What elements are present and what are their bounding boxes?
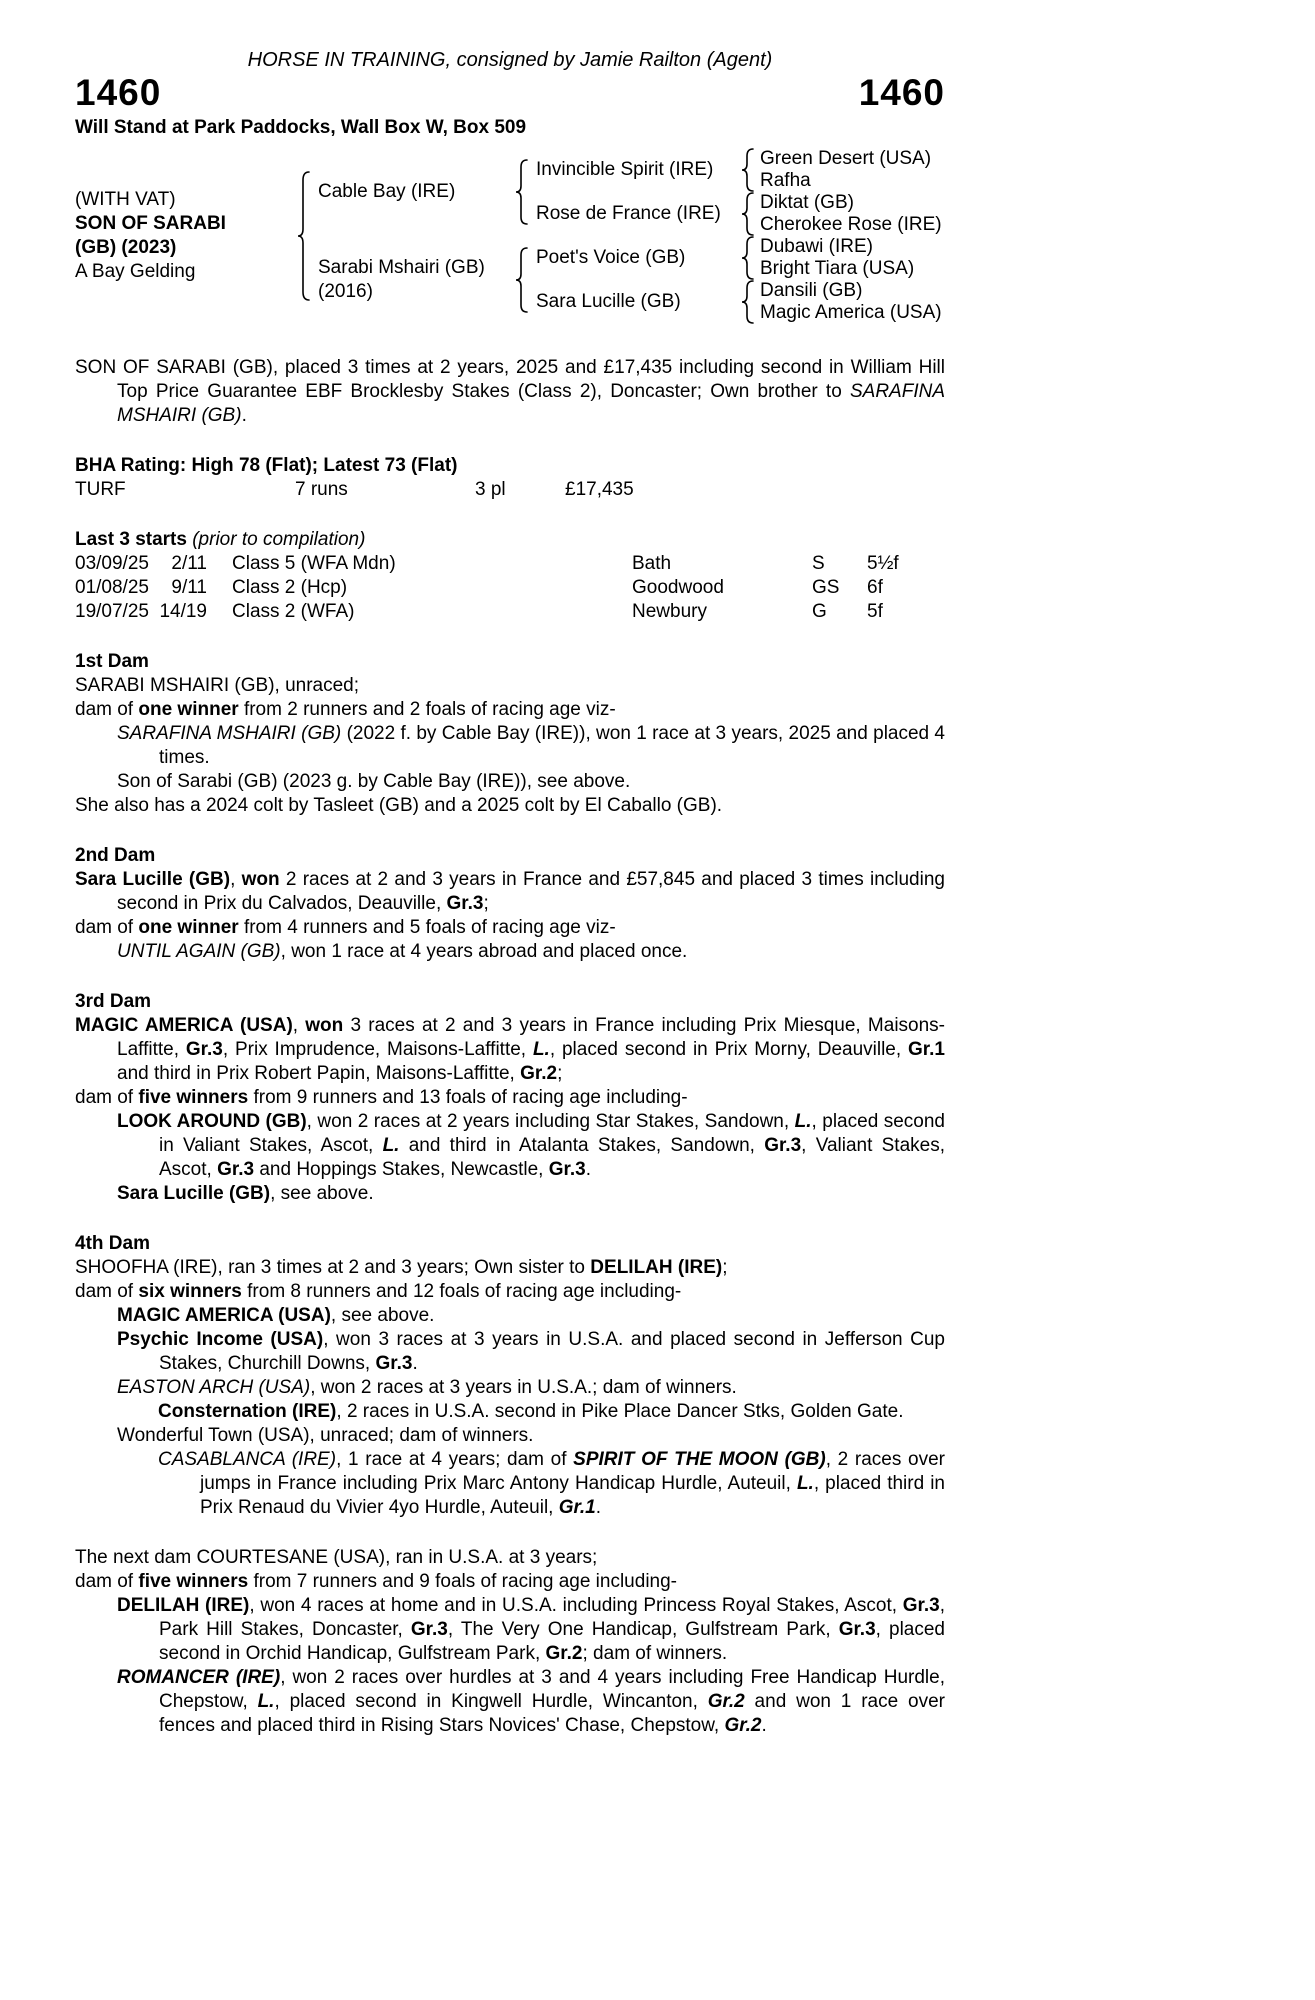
pedigree-brace-icon bbox=[736, 280, 760, 324]
section-heading: 3rd Dam bbox=[75, 991, 152, 1012]
grandparent-name: Diktat (GB) bbox=[760, 192, 854, 213]
last3-table bbox=[75, 552, 945, 624]
race-class: Class 2 (WFA) bbox=[232, 601, 355, 622]
vat-note: (WITH VAT) bbox=[75, 189, 176, 210]
pedigree-paragraph bbox=[75, 1014, 945, 1086]
text-run: . bbox=[412, 1353, 418, 1374]
text-run: Gr.3 bbox=[217, 1159, 255, 1180]
pedigree-paragraph bbox=[117, 1424, 945, 1448]
pedigree-brace-icon bbox=[736, 192, 760, 236]
text-run: Sara Lucille (GB) bbox=[75, 869, 231, 890]
pedigree-paragraph bbox=[117, 1376, 945, 1400]
text-run: Sara Lucille (GB) bbox=[117, 1183, 271, 1204]
text-run: ; bbox=[557, 1063, 563, 1084]
pedigree-paragraph bbox=[117, 1594, 945, 1666]
consignor-note: HORSE IN TRAINING, consigned by Jamie Railton (Agent) bbox=[247, 49, 773, 71]
horse-info bbox=[75, 148, 290, 324]
text-run: Gr.2 bbox=[520, 1063, 558, 1084]
pedigree-paragraph bbox=[75, 674, 945, 698]
text-run: , Valiant Stakes, Ascot, bbox=[159, 1135, 945, 1180]
grandparent-name: Dubawi (IRE) bbox=[760, 236, 873, 257]
text-run: Gr.1 bbox=[908, 1039, 945, 1060]
horse-name: SON OF SARABI bbox=[75, 213, 226, 234]
text-run: and won 1 race over fences and placed third in Rising Stars Novices' Chase, Chepstow, bbox=[159, 1691, 945, 1736]
race-going: G bbox=[812, 601, 827, 622]
text-run: SON OF SARABI (GB), placed 3 times at 2 years, 2025 and £17,435 including second in William Hill Top Price Guarantee EBF Brocklesby Stakes (Class 2), Doncaster; Own brother to bbox=[75, 357, 945, 402]
race-position: 9/11 bbox=[171, 577, 207, 598]
pedigree-paragraph bbox=[117, 940, 945, 964]
text-run: dam of bbox=[75, 917, 139, 938]
text-run: , won 1 race at 4 years abroad and placed once. bbox=[280, 941, 688, 962]
pedigree-paragraph bbox=[117, 1328, 945, 1376]
text-run: L. bbox=[796, 1473, 814, 1494]
text-run: SHOOFHA (IRE), ran 3 times at 2 and 3 years; Own sister to bbox=[75, 1257, 591, 1278]
text-run: dam of bbox=[75, 1281, 139, 1302]
section-heading: 1st Dam bbox=[75, 651, 149, 672]
text-run: L. bbox=[532, 1039, 550, 1060]
text-run: , bbox=[292, 1015, 306, 1036]
pedigree-paragraph bbox=[117, 722, 945, 770]
text-run: from 8 runners and 12 foals of racing age including- bbox=[241, 1281, 682, 1302]
text-run: Gr.2 bbox=[707, 1691, 745, 1712]
pedigree-brace-icon bbox=[290, 148, 318, 324]
horse-suffix: (GB) (2023) bbox=[75, 237, 177, 258]
text-run: Gr.3 bbox=[375, 1353, 413, 1374]
text-run: from 7 runners and 9 foals of racing age including- bbox=[248, 1571, 678, 1592]
text-run: Gr.1 bbox=[558, 1497, 596, 1518]
text-run: and Hoppings Stakes, Newcastle, bbox=[254, 1159, 549, 1180]
pedigree-paragraph bbox=[75, 916, 945, 940]
last3-block bbox=[75, 528, 945, 624]
pedigree-brace-icon bbox=[508, 236, 536, 324]
text-run: , Park Hill Stakes, Doncaster, bbox=[159, 1595, 946, 1640]
text-run: Gr.3 bbox=[548, 1159, 586, 1180]
section-heading: 4th Dam bbox=[75, 1233, 150, 1254]
last3-heading bbox=[75, 528, 945, 552]
stat-runs: 7 runs bbox=[295, 479, 348, 500]
pedigree-paragraph bbox=[75, 1086, 945, 1110]
stat-earnings: £17,435 bbox=[565, 479, 634, 500]
text-run: one winner bbox=[138, 917, 239, 938]
grandparent-name: Dansili (GB) bbox=[760, 280, 863, 301]
horse-description: A Bay Gelding bbox=[75, 261, 196, 282]
text-run: , won 2 races at 2 years including Star Stakes, Sandown, bbox=[306, 1111, 795, 1132]
grandparent-name: Rafha bbox=[760, 170, 811, 191]
dam-name bbox=[318, 236, 508, 324]
text-run: , won 2 races over hurdles at 3 and 4 years including Free Handicap Hurdle, Chepstow, bbox=[159, 1667, 945, 1712]
text-run: Gr.2 bbox=[545, 1643, 583, 1664]
race-summary bbox=[75, 356, 945, 428]
text-run: UNTIL AGAIN (GB) bbox=[117, 941, 281, 962]
bha-block bbox=[75, 454, 945, 502]
race-position: 2/11 bbox=[171, 553, 207, 574]
race-course: Goodwood bbox=[632, 577, 724, 598]
text-run: Wonderful Town (USA), unraced; dam of winners. bbox=[117, 1425, 534, 1446]
text-run: Consternation (IRE) bbox=[158, 1401, 337, 1422]
text-run: SARABI MSHAIRI (GB), unraced; bbox=[75, 675, 360, 696]
text-run: SPIRIT OF THE MOON (GB) bbox=[573, 1449, 826, 1470]
text-run: Son of Sarabi (GB) (2023 g. by Cable Bay (IRE)), see above. bbox=[117, 771, 631, 792]
text-run: six winners bbox=[138, 1281, 242, 1302]
text-run: , won 4 races at home and in U.S.A. including Princess Royal Stakes, Ascot, bbox=[249, 1595, 903, 1616]
text-run: EASTON ARCH (USA) bbox=[117, 1377, 311, 1398]
text-run: ; bbox=[722, 1257, 728, 1278]
grandparent-name: Green Desert (USA) bbox=[760, 148, 932, 169]
text-run: one winner bbox=[138, 699, 239, 720]
race-distance: 5½f bbox=[867, 553, 899, 574]
text-run: Gr.3 bbox=[838, 1619, 876, 1640]
dam-dam-name: Sara Lucille (GB) bbox=[536, 291, 681, 312]
race-going: GS bbox=[812, 577, 840, 598]
text-run: , placed second in Valiant Stakes, Ascot, bbox=[159, 1111, 945, 1156]
race-date: 01/08/25 bbox=[75, 577, 149, 598]
text-run: Gr.3 bbox=[902, 1595, 940, 1616]
pedigree-paragraph bbox=[117, 1110, 945, 1182]
text-run: L. bbox=[794, 1111, 812, 1132]
lot-number-left: 1460 bbox=[75, 72, 162, 113]
text-run: five winners bbox=[138, 1571, 249, 1592]
text-run: , The Very One Handicap, Gulfstream Park, bbox=[447, 1619, 839, 1640]
dam-name-text: Sarabi Mshairi (GB) bbox=[318, 257, 485, 278]
pedigree-paragraph bbox=[117, 1666, 945, 1738]
text-run: , see above. bbox=[330, 1305, 435, 1326]
text-run: ; dam of winners. bbox=[582, 1643, 728, 1664]
text-run: dam of bbox=[75, 1571, 139, 1592]
pedigree-paragraph bbox=[75, 698, 945, 722]
stat-placed: 3 pl bbox=[475, 479, 506, 500]
text-run: , bbox=[230, 869, 242, 890]
pedigree-paragraph bbox=[158, 1400, 945, 1424]
race-course: Newbury bbox=[632, 601, 707, 622]
text-run: ; bbox=[483, 893, 489, 914]
text-run: , won 2 races at 3 years in U.S.A.; dam of winners. bbox=[310, 1377, 737, 1398]
race-course: Bath bbox=[632, 553, 672, 574]
pedigree-paragraph bbox=[117, 1182, 945, 1206]
text-run: Gr.3 bbox=[446, 893, 484, 914]
text-run: , see above. bbox=[270, 1183, 374, 1204]
text-run: DELILAH (IRE) bbox=[590, 1257, 723, 1278]
dam-sections bbox=[75, 650, 945, 1738]
text-run: from 4 runners and 5 foals of racing age viz- bbox=[238, 917, 616, 938]
dam-section bbox=[75, 650, 945, 818]
text-run: 2 races at 2 and 3 years in France and £57,845 and placed 3 times including second in Prix du Calvados, Deauville, bbox=[117, 869, 945, 914]
sire-dam-name: Rose de France (IRE) bbox=[536, 203, 721, 224]
catalogue-page bbox=[75, 0, 945, 1738]
text-run: dam of bbox=[75, 699, 139, 720]
pedigree-paragraph bbox=[75, 1280, 945, 1304]
race-class: Class 5 (WFA Mdn) bbox=[232, 553, 396, 574]
text-run: MAGIC AMERICA (USA) bbox=[117, 1305, 331, 1326]
grandparent-name: Cherokee Rose (IRE) bbox=[760, 214, 942, 235]
pedigree-brace-icon bbox=[736, 236, 760, 280]
text-run: , Prix Imprudence, Maisons-Laffitte, bbox=[222, 1039, 533, 1060]
text-run: 3 races at 2 and 3 years in France including Prix Miesque, Maisons-Laffitte, bbox=[117, 1015, 945, 1060]
text-run: and third in Atalanta Stakes, Sandown, bbox=[399, 1135, 765, 1156]
pedigree-paragraph bbox=[117, 770, 945, 794]
pedigree-brace-icon bbox=[508, 148, 536, 236]
text-run: . bbox=[241, 405, 247, 426]
race-class: Class 2 (Hcp) bbox=[232, 577, 348, 598]
text-run: The next dam COURTESANE (USA), ran in U.S.A. at 3 years; bbox=[75, 1547, 598, 1568]
grandparent-name: Magic America (USA) bbox=[760, 302, 942, 323]
pedigree-paragraph bbox=[75, 868, 945, 916]
text-run: SARAFINA MSHAIRI (GB) bbox=[117, 723, 342, 744]
dam-section bbox=[75, 844, 945, 964]
sire-name: Cable Bay (IRE) bbox=[318, 181, 456, 202]
pedigree-table bbox=[75, 148, 945, 324]
text-run: L. bbox=[382, 1135, 400, 1156]
text-run: Gr.3 bbox=[764, 1135, 802, 1156]
race-going: S bbox=[812, 553, 825, 574]
dam-year: (2016) bbox=[318, 281, 373, 302]
text-run: ROMANCER (IRE) bbox=[117, 1667, 281, 1688]
text-run: . bbox=[595, 1497, 602, 1518]
text-run: , 1 race at 4 years; dam of bbox=[336, 1449, 574, 1470]
text-run: . bbox=[585, 1159, 591, 1180]
lot-number-right: 1460 bbox=[858, 72, 945, 113]
text-run: , placed third in Prix Renaud du Vivier 4yo Hurdle, Auteuil, bbox=[200, 1473, 945, 1518]
text-run: , 2 races in U.S.A. second in Pike Place Dancer Stks, Golden Gate. bbox=[336, 1401, 904, 1422]
race-distance: 5f bbox=[867, 601, 883, 622]
text-run: L. bbox=[257, 1691, 275, 1712]
dam-section bbox=[75, 1546, 945, 1738]
race-distance: 6f bbox=[867, 577, 883, 598]
last3-note: (prior to compilation) bbox=[192, 529, 366, 550]
race-date: 19/07/25 bbox=[75, 601, 149, 622]
text-run: Gr.3 bbox=[410, 1619, 448, 1640]
pedigree-paragraph bbox=[75, 794, 945, 818]
text-run: , placed second in Orchid Handicap, Gulfstream Park, bbox=[159, 1619, 945, 1664]
text-run: Gr.3 bbox=[185, 1039, 223, 1060]
dam-section bbox=[75, 1232, 945, 1520]
dam-sire-name: Poet's Voice (GB) bbox=[536, 247, 686, 268]
text-run: won bbox=[241, 869, 280, 890]
text-run: , placed second in Kingwell Hurdle, Wincanton, bbox=[274, 1691, 708, 1712]
lot-row bbox=[75, 72, 945, 114]
text-run: SARAFINA MSHAIRI (GB) bbox=[117, 381, 945, 426]
text-run: DELILAH (IRE) bbox=[117, 1595, 250, 1616]
text-run: MAGIC AMERICA (USA) bbox=[75, 1015, 293, 1036]
text-run: . bbox=[761, 1715, 767, 1736]
text-run: She also has a 2024 colt by Tasleet (GB) and a 2025 colt by El Caballo (GB). bbox=[75, 795, 723, 816]
pedigree-brace-icon bbox=[736, 148, 760, 192]
text-run: five winners bbox=[138, 1087, 249, 1108]
text-run: , won 3 races at 3 years in U.S.A. and placed second in Jefferson Cup Stakes, Churchill Downs, bbox=[159, 1329, 946, 1374]
pedigree-paragraph bbox=[75, 1546, 945, 1570]
stat-surface: TURF bbox=[75, 479, 126, 500]
text-run: from 2 runners and 2 foals of racing age viz- bbox=[238, 699, 616, 720]
sire-sire-name: Invincible Spirit (IRE) bbox=[536, 159, 714, 180]
text-run: Psychic Income (USA) bbox=[117, 1329, 324, 1350]
race-position: 14/19 bbox=[159, 601, 207, 622]
race-stats bbox=[75, 478, 945, 502]
text-run: from 9 runners and 13 foals of racing age including- bbox=[248, 1087, 688, 1108]
stand-note: Will Stand at Park Paddocks, Wall Box W, Box 509 bbox=[75, 117, 527, 138]
text-run: CASABLANCA (IRE) bbox=[158, 1449, 337, 1470]
text-run: (2022 f. by Cable Bay (IRE)), won 1 race at 3 years, 2025 and placed 4 times. bbox=[159, 723, 945, 768]
dam-section bbox=[75, 990, 945, 1206]
section-heading: 2nd Dam bbox=[75, 845, 156, 866]
text-run: dam of bbox=[75, 1087, 139, 1108]
text-run: and third in Prix Robert Papin, Maisons-Laffitte, bbox=[117, 1063, 521, 1084]
pedigree-paragraph bbox=[158, 1448, 945, 1520]
last3-label: Last 3 starts bbox=[75, 529, 193, 550]
grandparent-name: Bright Tiara (USA) bbox=[760, 258, 915, 279]
pedigree-paragraph bbox=[117, 1304, 945, 1328]
text-run: , placed second in Prix Morny, Deauville, bbox=[549, 1039, 909, 1060]
bha-rating: BHA Rating: High 78 (Flat); Latest 73 (Flat) bbox=[75, 455, 458, 476]
text-run: , 2 races over jumps in France including Prix Marc Antony Handicap Hurdle, Auteuil, bbox=[200, 1449, 945, 1494]
race-date: 03/09/25 bbox=[75, 553, 149, 574]
text-run: won bbox=[305, 1015, 344, 1036]
text-run: Gr.2 bbox=[724, 1715, 762, 1736]
pedigree-paragraph bbox=[75, 1256, 945, 1280]
pedigree-paragraph bbox=[75, 1570, 945, 1594]
text-run: LOOK AROUND (GB) bbox=[117, 1111, 307, 1132]
